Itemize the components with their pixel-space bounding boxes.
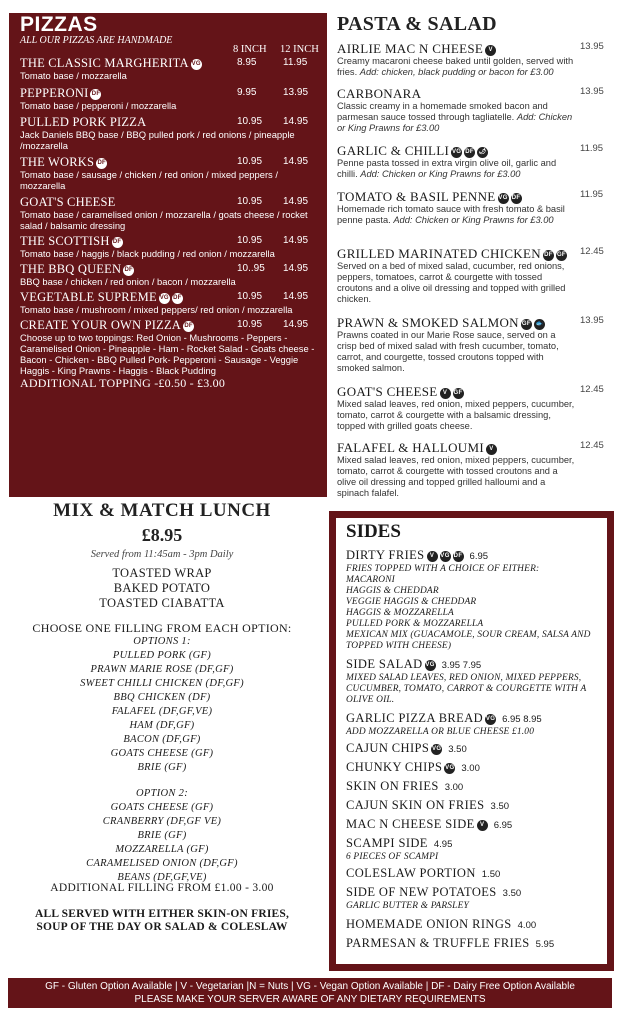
size-12-inch: 12 INCH: [280, 44, 319, 55]
option1-item: BBQ CHICKEN (DF): [113, 692, 211, 703]
vg-badge-icon: VG: [440, 551, 451, 562]
pasta-desc: [337, 56, 577, 78]
v-badge-icon: V: [485, 45, 496, 56]
dietary-footer: [8, 978, 612, 1008]
pizza-extra: ADDITIONAL TOPPING -£0.50 - £3.00: [20, 376, 226, 390]
pasta-item: [337, 246, 613, 305]
pizza-name: [20, 56, 317, 70]
df-badge-icon: DF: [183, 321, 194, 332]
side-price: 3.50: [448, 744, 467, 755]
option1-item: BACON (DF,GF): [123, 734, 201, 745]
pasta-add-text: Add: Chicken or King Prawns for £3.00: [337, 112, 573, 133]
pizza-name: [20, 234, 317, 248]
size-8-inch: 8 INCH: [233, 44, 267, 55]
pasta-item: [337, 143, 613, 180]
side-price: 4.95: [433, 839, 453, 850]
mix-match-section: [12, 500, 312, 934]
pizza-name: [20, 155, 317, 169]
side-price: 4.00: [517, 920, 537, 931]
mix-title: MIX & MATCH LUNCH: [53, 500, 271, 521]
side-name-text: CHUNKY CHIPS: [346, 760, 443, 774]
side-desc: FRIES TOPPED WITH A CHOICE OF EITHER:: [346, 564, 540, 574]
pizza-list: [20, 56, 317, 390]
option2-item: CARAMELISED ONION (DF,GF): [86, 858, 238, 869]
pizza-name: [20, 86, 317, 100]
pasta-name-text: CARBONARA: [337, 86, 422, 101]
pasta-name-text: AIRLIE MAC N CHEESE: [337, 41, 484, 56]
df-badge-icon: DF: [511, 193, 522, 204]
pizza-name-text: THE WORKS: [20, 155, 95, 169]
side-item: [346, 866, 607, 882]
pizza-price-8: 10.95: [237, 116, 263, 127]
vg-badge-icon: VG: [485, 714, 496, 725]
vg-badge-icon: VG: [191, 59, 202, 70]
mix-additional: ADDITIONAL FILLING FROM £1.00 - 3.00: [50, 882, 274, 894]
mix-option: TOASTED CIABATTA: [99, 596, 225, 610]
side-name: [346, 779, 607, 795]
pizza-price-8: 10..95: [237, 263, 265, 274]
pasta-name-text: GARLIC & CHILLI: [337, 143, 450, 158]
side-name-text: CAJUN SKIN ON FRIES: [346, 798, 485, 812]
pasta-desc-text: Served on a bed of mixed salad, cucumber, red onions, peppers, tomatoes, carrot & courgette with tossed croutons and a olive oil dressing and topped with grilled chicken.: [337, 261, 566, 304]
side-item: [346, 885, 607, 912]
pizza-price-12: 14.95: [283, 263, 309, 274]
side-name-text: DIRTY FRIES: [346, 548, 425, 562]
pizza-name-text: CREATE YOUR OWN PIZZA: [20, 318, 182, 332]
side-name: [346, 548, 607, 564]
side-name: [346, 936, 607, 952]
pasta-desc-text: Mixed salad leaves, red onion, mixed peppers, cucumber, tomato, carrot & courgette with a balsamic dressing, topped with grilled goats cheese.: [337, 399, 575, 431]
mix-price: £8.95: [141, 525, 183, 545]
side-name: [346, 798, 607, 814]
pizza-name: [20, 195, 317, 209]
pasta-item: [337, 41, 613, 78]
mix-served: Served from 11:45am - 3pm Daily: [90, 549, 234, 560]
df-badge-icon: DF: [123, 265, 134, 276]
side-name-text: CAJUN CHIPS: [346, 741, 430, 755]
pizzas-title: PIZZAS: [20, 13, 98, 36]
pizza-desc: Tomato base / mushroom / mixed peppers/ red onion / mozzarella: [20, 304, 293, 315]
pasta-price: 13.95: [580, 86, 604, 97]
pasta-name-text: TOMATO & BASIL PENNE: [337, 189, 496, 204]
pizza-name-text: GOAT'S CHEESE: [20, 195, 116, 209]
gf-badge-icon: GF: [556, 250, 567, 261]
side-name-text: COLESLAW PORTION: [346, 866, 476, 880]
df-badge-icon: DF: [172, 293, 183, 304]
pizza-price-8: 9.95: [237, 87, 257, 98]
option1-item: SWEET CHILLI CHICKEN (DF,GF): [80, 678, 244, 689]
pasta-desc: [337, 204, 577, 226]
side-name-text: GARLIC PIZZA BREAD: [346, 711, 484, 725]
symbol-badge-icon: 🐟: [534, 319, 545, 330]
mix-all-served: ALL SERVED WITH EITHER SKIN-ON FRIES, SOUP OF THE DAY OR SALAD & COLESLAW: [34, 908, 290, 933]
side-name-text: SIDE OF NEW POTATOES: [346, 885, 497, 899]
pizza-item: [20, 86, 317, 111]
option1-item: PULLED PORK (GF): [112, 650, 212, 661]
pizza-name-text: THE CLASSIC MARGHERITA: [20, 56, 189, 70]
pizza-name: [20, 115, 317, 129]
pizza-desc: Tomato base / pepperoni / mozzarella: [20, 100, 177, 111]
pizza-price-12: 13.95: [283, 87, 309, 98]
vg-badge-icon: VG: [498, 193, 509, 204]
option1-item: GOATS CHEESE (GF): [110, 748, 214, 759]
pizza-price-8: 10.95: [237, 156, 263, 167]
sides-title: SIDES: [346, 521, 401, 542]
option2-item: CRANBERRY (DF,GF VE): [102, 816, 222, 827]
pasta-name: [337, 41, 613, 56]
side-price: 6.95 8.95: [502, 714, 542, 725]
pasta-item: [337, 315, 613, 374]
pasta-name: [337, 86, 613, 101]
pizza-item: [20, 290, 317, 315]
pasta-add-text: Add: Chicken or King Prawns for £3.00: [360, 169, 521, 179]
side-name: [346, 657, 607, 673]
pizza-desc: Choose up to two toppings: Red Onion - Mushrooms - Peppers - Caramelised Onion - Pineapple - Ham - Rocket Salad - Goats cheese - Bacon - Chicken - BBQ Pulled Pork- Pepperoni - Sausage - Veggie Haggis - King Prawns - Haggis - Black Pudding: [20, 332, 315, 376]
side-desc: ADD MOZZARELLA OR BLUE CHEESE £1.00: [346, 727, 535, 737]
pizza-price-8: 10.95: [237, 196, 263, 207]
side-item: [346, 917, 607, 933]
pasta-desc-text: Classic creamy in a homemade smoked bacon and parmesan sauce tossed through tagliatelle.: [337, 101, 548, 122]
pasta-name: [337, 315, 613, 330]
footer-legend: GF - Gluten Option Available | V - Vegetarian |N = Nuts | VG - Vegan Option Available | DF - Dairy Free Option Available: [45, 981, 575, 992]
df-badge-icon: DF: [90, 89, 101, 100]
side-desc: HAGGIS & MOZZARELLA: [346, 608, 454, 618]
option2-item: MOZZARELLA (GF): [115, 844, 209, 855]
side-price: 3.00: [461, 763, 480, 774]
pizza-name-text: PEPPERONI: [20, 86, 89, 100]
pizza-item: [20, 262, 317, 287]
symbol-badge-icon: 🌶: [477, 147, 488, 158]
pasta-name: [337, 143, 613, 158]
df-badge-icon: DF: [112, 237, 123, 248]
pasta-price: 13.95: [580, 315, 604, 326]
pasta-desc-text: Mixed salad leaves, red onion, mixed peppers, cucumber, tomato, carrot & courgette with tossed croutons and a olive oil dressing and topped grilled halloumi and a spinach falafel.: [337, 455, 575, 498]
pasta-desc: [337, 101, 577, 134]
side-desc: VEGGIE HAGGIS & CHEDDAR: [346, 597, 477, 607]
vg-badge-icon: VG: [431, 744, 442, 755]
pizza-desc: Jack Daniels BBQ base / BBQ pulled pork / red onions / pineapple /mozzarella: [20, 129, 295, 151]
pizza-item: [20, 234, 317, 259]
side-item: [346, 548, 607, 652]
pasta-salad-section: [337, 13, 613, 509]
pasta-item: [337, 189, 613, 226]
side-name: [346, 866, 607, 882]
option1-item: PRAWN MARIE ROSE (DF,GF): [90, 664, 234, 675]
pizza-price-12: 11.95: [283, 57, 308, 68]
option2-item: GOATS CHEESE (GF): [110, 802, 214, 813]
side-desc: MACARONI: [346, 575, 395, 585]
side-name-text: MAC N CHEESE SIDE: [346, 817, 475, 831]
v-badge-icon: V: [440, 388, 451, 399]
option2-list: [12, 801, 312, 885]
v-badge-icon: V: [477, 820, 488, 831]
side-price: 3.50: [490, 801, 510, 812]
side-price: 5.95: [535, 939, 555, 950]
pizza-name: [20, 290, 317, 304]
option1-list: [12, 649, 312, 775]
side-item: [346, 741, 607, 757]
pasta-name-text: GOAT'S CHEESE: [337, 384, 438, 399]
pasta-item: [337, 86, 613, 134]
pizza-name-text: THE SCOTTISH: [20, 234, 110, 248]
mix-options: [12, 566, 312, 611]
side-item: [346, 760, 607, 776]
pizza-price-8: 8.95: [237, 57, 257, 68]
side-price: 3.50: [502, 888, 522, 899]
side-price: 3.00: [444, 782, 464, 793]
side-price: 1.50: [481, 869, 501, 880]
pasta-name: [337, 384, 613, 399]
df-badge-icon: DF: [453, 551, 464, 562]
pizza-name-text: PULLED PORK PIZZA: [20, 115, 147, 129]
pasta-desc-text: Penne pasta tossed in extra virgin olive oil, garlic and chilli.: [337, 158, 557, 179]
option1-title: OPTIONS 1:: [133, 636, 191, 647]
side-desc: MEXICAN MIX (GUACAMOLE, SOUR CREAM, SALSA AND TOPPED WITH CHEESE): [346, 630, 591, 651]
side-desc: PULLED PORK & MOZZARELLA: [346, 619, 484, 629]
pasta-price: 12.45: [580, 440, 604, 451]
pizza-price-8: 10.95: [237, 291, 263, 302]
pasta-name-text: FALAFEL & HALLOUMI: [337, 440, 484, 455]
pasta-price: 13.95: [580, 41, 604, 52]
pasta-name-text: PRAWN & SMOKED SALMON: [337, 315, 519, 330]
pasta-desc: [337, 399, 577, 432]
side-name-text: SCAMPI SIDE: [346, 836, 428, 850]
side-desc: HAGGIS & CHEDDAR: [346, 586, 439, 596]
pizza-price-8: 10.95: [237, 235, 263, 246]
side-name-text: HOMEMADE ONION RINGS: [346, 917, 512, 931]
side-desc: MIXED SALAD LEAVES, RED ONION, MIXED PEPPERS, CUCUMBER, TOMATO, CARROT & COURGETTE WITH A OLIVE OIL.: [346, 673, 587, 705]
side-item: [346, 798, 607, 814]
pasta-add-text: Add: chicken, black pudding or bacon for £3.00: [359, 67, 554, 77]
pizza-name: [20, 318, 317, 332]
pasta-desc-text: Prawns coated in our Marie Rose sauce, served on a crisp bed of mixed salad with fresh cucumber, tomato, carrot, and courgette, tossed croutons topped with smoked salmon.: [337, 330, 559, 373]
pasta-item: [337, 440, 613, 499]
mix-option: TOASTED WRAP: [112, 566, 212, 580]
pizza-item: [20, 195, 317, 231]
pizzas-subtitle: ALL OUR PIZZAS ARE HANDMADE: [20, 35, 173, 46]
side-name: [346, 917, 607, 933]
side-name-text: SIDE SALAD: [346, 657, 423, 671]
option2-title: OPTION 2:: [136, 788, 188, 799]
side-name: [346, 817, 607, 833]
side-desc: 6 PIECES OF SCAMPI: [346, 852, 439, 862]
side-name-text: SKIN ON FRIES: [346, 779, 439, 793]
side-item: [346, 657, 607, 706]
pasta-desc-text: Homemade rich tomato sauce with fresh tomato & basil penne pasta.: [337, 204, 565, 225]
option1-item: FALAFEL (DF,GF,VE): [111, 706, 213, 717]
option1-item: BRIE (GF): [137, 762, 187, 773]
pizza-desc: Tomato base / sausage / chicken / red onion / mixed peppers / mozzarella: [20, 169, 278, 191]
side-price: 3.95 7.95: [441, 660, 482, 671]
pizza-name: [20, 262, 317, 276]
pizza-name-text: THE BBQ QUEEN: [20, 262, 122, 276]
v-badge-icon: V: [486, 444, 497, 455]
df-badge-icon: DF: [464, 147, 475, 158]
pasta-name-text: GRILLED MARINATED CHICKEN: [337, 246, 541, 261]
df-badge-icon: DF: [96, 158, 107, 169]
side-name-text: PARMESAN & TRUFFLE FRIES: [346, 936, 530, 950]
pizza-desc: Tomato base / mozzarella: [20, 70, 127, 81]
pasta-title: PASTA & SALAD: [337, 13, 497, 35]
mix-option: BAKED POTATO: [113, 581, 211, 595]
vg-badge-icon: VG: [451, 147, 462, 158]
side-item: [346, 936, 607, 952]
side-name: [346, 711, 607, 727]
vg-badge-icon: VG: [159, 293, 170, 304]
pasta-desc: [337, 455, 577, 499]
pasta-name: [337, 246, 613, 261]
side-name: [346, 760, 607, 776]
pasta-price: 12.45: [580, 246, 604, 257]
pizza-price-12: 14.95: [283, 291, 309, 302]
side-item: [346, 836, 607, 863]
gf-badge-icon: GF: [453, 388, 464, 399]
pizza-name-text: VEGETABLE SUPREME: [20, 290, 157, 304]
pizza-price-12: 14.95: [283, 156, 309, 167]
option2-item: BEANS (DF,GF,VE): [117, 872, 207, 883]
sides-section: [329, 511, 614, 971]
gf-badge-icon: GF: [521, 319, 532, 330]
side-price: 6.95: [469, 551, 489, 562]
pizza-price-12: 14.95: [283, 116, 309, 127]
pizza-price-12: 14.95: [283, 196, 309, 207]
pizza-desc: Tomato base / caramelised onion / mozzarella / goats cheese / rocket salad / balsamic dressing: [20, 209, 308, 231]
pizza-desc: Tomato base / haggis / black pudding / red onion / mozzarella: [20, 248, 275, 259]
pizzas-section: [9, 13, 327, 497]
pizza-item: [20, 155, 317, 191]
pizza-item: [20, 318, 317, 390]
v-badge-icon: V: [427, 551, 438, 562]
sides-list: [346, 548, 607, 952]
pasta-price: 12.45: [580, 384, 604, 395]
df-badge-icon: DF: [543, 250, 554, 261]
side-name: [346, 885, 607, 901]
pizza-price-12: 14.95: [283, 235, 309, 246]
pasta-price: 11.95: [580, 189, 604, 200]
pasta-item: [337, 384, 613, 432]
pizza-item: [20, 115, 317, 151]
pizza-item: [20, 56, 317, 81]
vg-badge-icon: VG: [425, 660, 436, 671]
option2-item: BRIE (GF): [137, 830, 187, 841]
pasta-desc: [337, 261, 577, 305]
pasta-desc-text: Creamy macaroni cheese baked until golden, served with fries.: [337, 56, 574, 77]
side-name: [346, 836, 607, 852]
mix-choose: CHOOSE ONE FILLING FROM EACH OPTION:: [32, 621, 292, 635]
footer-notice: PLEASE MAKE YOUR SERVER AWARE OF ANY DIETARY REQUIREMENTS: [134, 994, 486, 1005]
pasta-name: [337, 189, 613, 204]
side-price: 6.95: [493, 820, 513, 831]
pasta-desc: [337, 330, 577, 374]
vg-badge-icon: VG: [444, 763, 455, 774]
pizza-desc: BBQ base / chicken / red onion / bacon / mozzarella: [20, 276, 236, 287]
pasta-add-text: Add: Chicken or King Prawns for £3.00: [393, 215, 554, 225]
pasta-price: 11.95: [580, 143, 604, 154]
side-item: [346, 711, 607, 738]
side-desc: GARLIC BUTTER & PARSLEY: [346, 901, 469, 911]
pizza-price-12: 14.95: [283, 319, 309, 330]
pasta-desc: [337, 158, 577, 180]
option1-item: HAM (DF,GF): [129, 720, 195, 731]
pasta-name: [337, 440, 613, 455]
pizza-price-8: 10.95: [237, 319, 263, 330]
side-item: [346, 817, 607, 833]
side-item: [346, 779, 607, 795]
side-name: [346, 741, 607, 757]
